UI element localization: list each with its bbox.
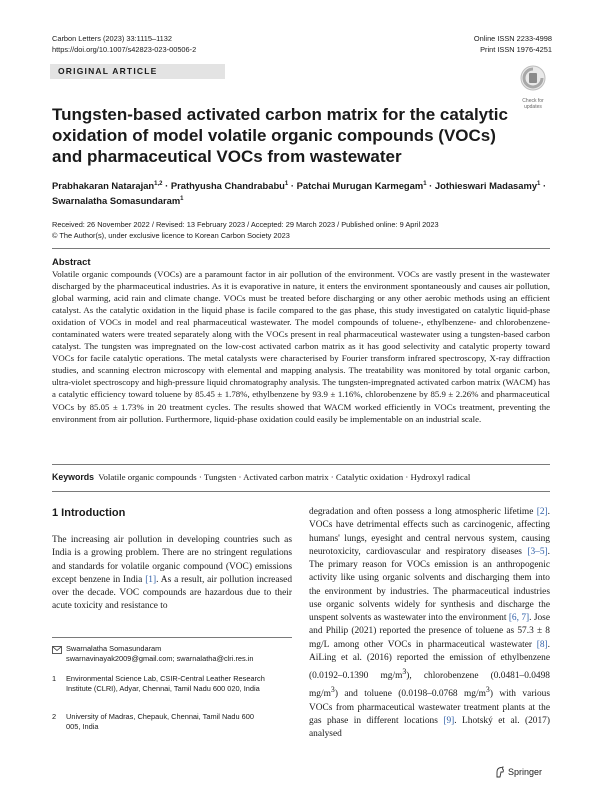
author-name[interactable]: Swarnalatha Somasundaram bbox=[52, 194, 181, 206]
intro-right-column bbox=[309, 506, 550, 742]
author-affiliation-mark: 1,2 bbox=[154, 181, 163, 187]
body-text: . Jose and Philip (2021) reported the presence of toluene as 57.3 ± 8 mg/L among other VOCs in pharmaceutical wastewater bbox=[309, 613, 550, 650]
body-text: . AiLing et al. (2016) reported the emission of ethylbenzene (0.0192–0.1390 mg/m bbox=[309, 639, 550, 682]
corresponding-author bbox=[66, 644, 292, 663]
footnote-divider bbox=[52, 637, 292, 638]
author-name[interactable]: Patchai Murugan Karmegam bbox=[296, 180, 424, 192]
citation-link[interactable]: [8] bbox=[536, 639, 548, 650]
body-text: degradation and often possess a long atmospheric lifetime bbox=[309, 507, 534, 517]
corresponding-author-email[interactable]: swarnavinayak2009@gmail.com; swarnalatha@clri.res.in bbox=[66, 653, 254, 663]
citation-link[interactable]: [6, 7] bbox=[508, 613, 530, 623]
citation-link[interactable]: [2] bbox=[536, 507, 548, 517]
keywords-label: Keywords bbox=[52, 472, 95, 482]
journal-header bbox=[52, 34, 196, 55]
envelope-icon bbox=[52, 646, 62, 654]
body-text: ), chlorobenzene (0.0481–0.0498 mg/m bbox=[309, 671, 550, 700]
affiliation-number: 1 bbox=[52, 674, 57, 683]
issn-block bbox=[474, 34, 552, 55]
publisher-logo-text: Springer bbox=[508, 767, 543, 777]
abstract-heading: Abstract bbox=[52, 257, 91, 268]
affiliation-2: University of Madras, Chepauk, Chennai, Tamil Nadu 600 005, India bbox=[66, 712, 255, 731]
keywords-list: Volatile organic compounds · Tungsten · Activated carbon matrix · Catalytic oxidation · Hydroxyl radical bbox=[98, 472, 471, 482]
author-affiliation-mark: 1 bbox=[423, 181, 427, 187]
body-text: ) with various VOCs from pharmaceutical wastewater treatment plants at the gas phase in different locations bbox=[309, 689, 550, 726]
corresponding-author-name: Swarnalatha Somasundaram bbox=[66, 644, 162, 653]
doi-link[interactable]: https://doi.org/10.1007/s42823-023-00506-2 bbox=[52, 44, 197, 54]
check-for-updates-badge[interactable] bbox=[516, 64, 550, 110]
body-text: . VOCs have detrimental effects such as carcinogenic, affecting humans' lungs, eyesight and central nervous system, causing neurotoxicity, cardiovascular and respiratory diseases bbox=[309, 507, 550, 557]
superscript: 3 bbox=[485, 685, 490, 695]
body-text: . The primary reason for VOCs emission is an anthropogenic activity like using organic solvents and discharging them into the environment by industries. The pharmaceutical industries use organic solvents widely for synthesis and discharge the unspent solvents as wastewater into the environment bbox=[309, 546, 550, 623]
author-name[interactable]: Prathyusha Chandrababu bbox=[170, 180, 285, 192]
body-text: The increasing air pollution in developing countries such as India is a growing problem. There are no stringent regulations and standards for volatile organic compound (VOC) emissions except benzene in India bbox=[52, 535, 292, 585]
superscript: 3 bbox=[330, 685, 335, 695]
body-text: . Lhotský et al. (2017) analysed bbox=[309, 716, 550, 740]
journal-citation: Carbon Letters (2023) 33:1115–1132 bbox=[52, 34, 172, 43]
check-for-updates-label: Check for updates bbox=[522, 98, 544, 110]
springer-horse-icon bbox=[494, 766, 506, 778]
citation-link[interactable]: [9] bbox=[443, 716, 455, 726]
author-name[interactable]: Jothieswari Madasamy bbox=[434, 180, 538, 192]
article-type-banner: ORIGINAL ARTICLE bbox=[50, 64, 225, 79]
received-dates: Received: 26 November 2022 / Revised: 13 February 2023 / Accepted: 29 March 2023 / Published online: 9 April 2023 bbox=[52, 220, 439, 229]
divider bbox=[52, 491, 550, 492]
affiliation-number: 2 bbox=[52, 712, 57, 721]
author-name[interactable]: Prabhakaran Natarajan bbox=[52, 180, 155, 192]
copyright-line: © The Author(s), under exclusive licence to Korean Carbon Society 2023 bbox=[52, 230, 290, 240]
intro-left-column bbox=[52, 534, 292, 614]
superscript: 3 bbox=[402, 667, 407, 676]
publication-history bbox=[52, 220, 552, 241]
print-issn: Print ISSN 1976-4251 bbox=[480, 44, 552, 54]
section-heading: 1 Introduction bbox=[52, 507, 126, 519]
abstract-text: Volatile organic compounds (VOCs) are a paramount factor in air pollution of the environment. VOCs are vastly present in the wastewater discharged by the pharmaceutical industries. As it is evaporative in nature, it enters the environment spontaneously and causes air pollution, global warming, acid rain and climate change. VOCs must be treated before discharging or any other aerobic methods using an efficient catalyst. As the catalytic oxidation in the liquid phase is facile compared to the gas phase, this study investigated on catalytic liquid-phase oxidation of VOCs in model and real pharmaceutical wastewater. The model compounds of toluene-, ethylbenzene- and chlorobenzene-contaminated waters were treated separately along with the VOCs present in real pharmaceutical wastewater using a tungsten-based carbon catalyst. The tungsten was impregnated on the low-cost activated carbon matrix as it has good selectivity and catalytic property toward VOCs for facile catalytic operations. The metal catalysts were characterised by Fourier transform infrared spectroscopy, X-ray diffraction studies, and scanning electron microscopy with elemental and mapping analysis. The treatability was monitored by total organic carbon, ultra-violet spectroscopy and high-pressure liquid chromatography analysis. The tungsten-impregnated activated carbon matrix (WACM) has a catalytic efficiency toward toluene by 85.45 ± 1.78%, ethylbenzene by 93.9 ± 1.16%, chlorobenzene by 85.9 ± 2.26% and pharmaceutical VOCs by 85.05 ± 1.73% in 20 treatment cycles. The results showed that WACM worked efficiently in VOCs treatment, preventing the environment from air pollution. Furthermore, liquid-phase oxidation could easily be implementable on an industrial scale. bbox=[52, 269, 550, 424]
citation-link[interactable]: [3–5] bbox=[527, 546, 548, 557]
keywords-block bbox=[52, 471, 550, 483]
body-text: . As a result, air pollution increased over the decade. VOC compounds are hazardous due to their acute toxicity and resistance to bbox=[52, 574, 293, 612]
online-issn: Online ISSN 2233-4998 bbox=[473, 34, 552, 43]
divider bbox=[52, 464, 550, 465]
author-affiliation-mark: 1 bbox=[537, 181, 541, 187]
affiliation-1: Environmental Science Lab, CSIR-Central Leather Research Institute (CLRI), Adyar, Chennai, Tamil Nadu 600 020, India bbox=[66, 674, 265, 693]
article-title: Tungsten-based activated carbon matrix for the catalytic oxidation of model volatile organic compounds (VOCs) and pharmaceutical VOCs from wastewater bbox=[52, 105, 508, 166]
author-list: Prabhakaran Natarajan$^{1,2}$ · Prathyusha Chandrababu$^1$ · Patchai Murugan Karmegam$^1$ · Jothieswari Madasamy$^1$ · Swarnalatha Somasundaram$^1$ bbox=[52, 180, 547, 206]
check-for-updates-icon bbox=[516, 64, 550, 94]
author-affiliation-mark: 1 bbox=[180, 195, 184, 202]
citation-link[interactable]: [1] bbox=[145, 574, 157, 585]
author-affiliation-mark: 1 bbox=[284, 181, 289, 187]
divider bbox=[52, 248, 550, 249]
body-text: ) and toluene (0.0198–0.0768 mg/m bbox=[334, 689, 486, 700]
